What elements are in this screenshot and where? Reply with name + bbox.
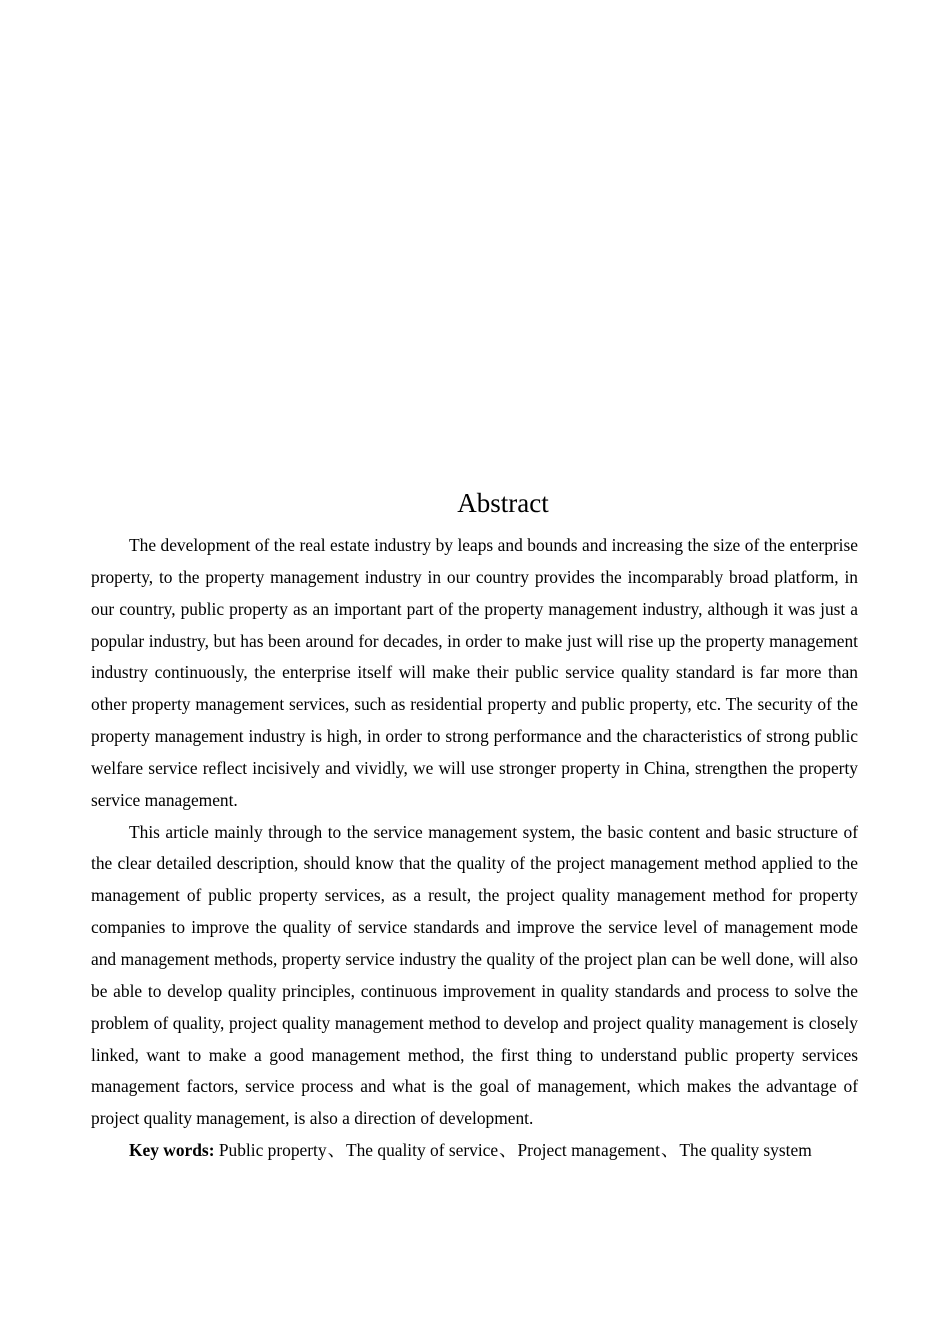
keyword-separator: 、: [660, 1140, 679, 1161]
keyword-separator: 、: [327, 1140, 345, 1161]
keywords-line: [91, 1135, 858, 1167]
abstract-body: [91, 530, 858, 1167]
abstract-paragraph-2: This article mainly through to the service management system, the basic content and basic structure of the clear detailed description, should know that the quality of the project management method applied to the management of public property services, as a result, the project quality management method for property companies to improve the quality of service standards and improve the service level of management mode and management methods, property service industry the quality of the project plan can be well done, will also be able to develop quality principles, continuous improvement in quality standards and process to solve the problem of quality, project quality management method to develop and project quality management is closely linked, want to make a good management method, the first thing to understand public property services management factors, service process and what is the goal of management, which makes the advantage of project quality management, is also a direction of development.: [91, 821, 858, 1129]
keyword-item: Public property: [218, 1140, 327, 1161]
keywords-label-text: Key words: [129, 1140, 209, 1161]
abstract-paragraph-1: The development of the real estate industry by leaps and bounds and increasing the size of the enterprise property, to the property management industry in our country provides the incomparably broad platform, in our country, public property as an important part of the property management industry, although it was just a popular industry, but has been around for decades, in order to make just will rise up the property management industry continuously, the enterprise itself will make their public service quality standard is far more than other property management services, such as residential property and public property, etc. The security of the property management industry is high, in order to strong performance and the characteristics of strong public welfare service reflect incisively and vividly, we will use stronger property in China, strengthen the property service management.: [91, 535, 858, 810]
keywords-colon: :: [208, 1140, 215, 1161]
keyword-item: The quality system: [679, 1140, 812, 1161]
keyword-item: Project management: [517, 1140, 660, 1161]
keyword-separator: 、: [499, 1140, 517, 1161]
keyword-item: The quality of service: [345, 1140, 499, 1161]
keywords-label: [129, 1140, 215, 1160]
abstract-title: Abstract: [457, 488, 549, 518]
